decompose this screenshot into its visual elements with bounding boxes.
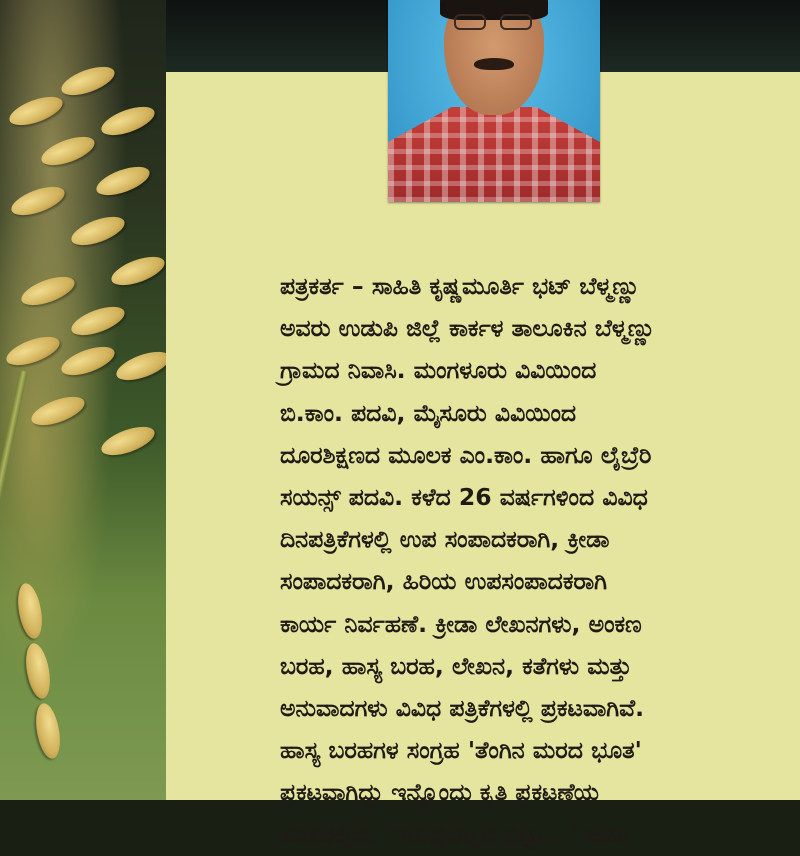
bio-line: ಅನುವಾದಗಳು ವಿವಿಧ ಪತ್ರಿಕೆಗಳಲ್ಲಿ ಪ್ರಕಟವಾಗಿವೆ.	[280, 693, 645, 722]
bio-line: ಹಂತದಲ್ಲಿದೆ, 'ಇರುವುದೆಲ್ಲವ ಬಿಟ್ಟು...' ಅವರ	[280, 820, 629, 849]
paddy-grain-photo	[0, 0, 170, 800]
grain-12	[58, 341, 118, 381]
author-bio-text	[280, 265, 790, 856]
bio-line: ಕಾರ್ಯ ನಿರ್ವಹಣೆ. ಕ್ರೀಡಾ ಲೇಖನಗಳು, ಅಂಕಣ	[280, 609, 642, 638]
grain-11	[3, 331, 63, 371]
grain-10	[68, 301, 128, 341]
grain-5	[93, 161, 153, 201]
grain-13	[113, 346, 173, 386]
grain-1	[6, 91, 66, 131]
bio-line: ಬರಹ, ಹಾಸ್ಯ ಬರಹ, ಲೇಖನ, ಕತೆಗಳು ಮತ್ತು	[280, 651, 632, 680]
bio-line: ದಿನಪತ್ರಿಕೆಗಳಲ್ಲಿ ಉಪ ಸಂಪಾದಕರಾಗಿ, ಕ್ರೀಡಾ	[280, 525, 610, 554]
bio-line: ಬಿ.ಕಾಂ. ಪದವಿ, ಮೈಸೂರು ವಿವಿಯಿಂದ	[280, 398, 577, 427]
glasses-lens-left	[454, 14, 486, 30]
paddy-stalk	[0, 370, 28, 792]
bio-line: ಗ್ರಾಮದ ನಿವಾಸಿ. ಮಂಗಳೂರು ವಿವಿಯಿಂದ	[280, 356, 597, 385]
grain-9	[18, 271, 78, 311]
bio-line: ಹಾಸ್ಯ ಬರಹಗಳ ಸಂಗ್ರಹ 'ತೆಂಗಿನ ಮರದ ಭೂತ'	[280, 736, 642, 765]
glasses-lens-right	[500, 14, 532, 30]
grain-3	[98, 101, 158, 141]
bio-line: ಸಯನ್ಸ್ ಪದವಿ. ಕಳೆದ 26 ವರ್ಷಗಳಿಂದ ವಿವಿಧ	[280, 482, 648, 511]
grain-18	[32, 702, 63, 761]
bio-line: ಸಂಪಾದಕರಾಗಿ, ಹಿರಿಯ ಉಪಸಂಪಾದಕರಾಗಿ	[280, 567, 608, 596]
grain-17	[22, 642, 53, 701]
grain-16	[14, 582, 45, 641]
bio-line: ಅವರು ಉಡುಪಿ ಜಿಲ್ಲೆ ಕಾರ್ಕಳ ತಾಲೂಕಿನ ಬೆಳ್ಮಣ್ಣು	[280, 314, 656, 343]
bio-line: ಪ್ರಕಟವಾಗಿದ್ದು ಇನ್ನೊಂದು ಕೃತಿ ಪ್ರಕಟಣೆಯ	[280, 778, 599, 807]
grain-2	[58, 61, 118, 101]
bio-line: ದೂರಶಿಕ್ಷಣದ ಮೂಲಕ ಎಂ.ಕಾಂ. ಹಾಗೂ ಲೈಬ್ರೆರಿ	[280, 440, 652, 469]
author-mustache	[474, 58, 514, 70]
grain-6	[8, 181, 68, 221]
grain-8	[108, 251, 168, 291]
grain-4	[38, 131, 98, 171]
grain-15	[98, 421, 158, 461]
author-portrait-photo	[388, 0, 600, 202]
grain-14	[28, 391, 88, 431]
author-glasses	[454, 14, 534, 30]
grain-7	[68, 211, 128, 251]
bio-line: ಪತ್ರಕರ್ತ – ಸಾಹಿತಿ ಕೃಷ್ಣಮೂರ್ತಿ ಭಟ್ ಬೆಳ್ಮಣ್ಣು	[280, 272, 640, 300]
